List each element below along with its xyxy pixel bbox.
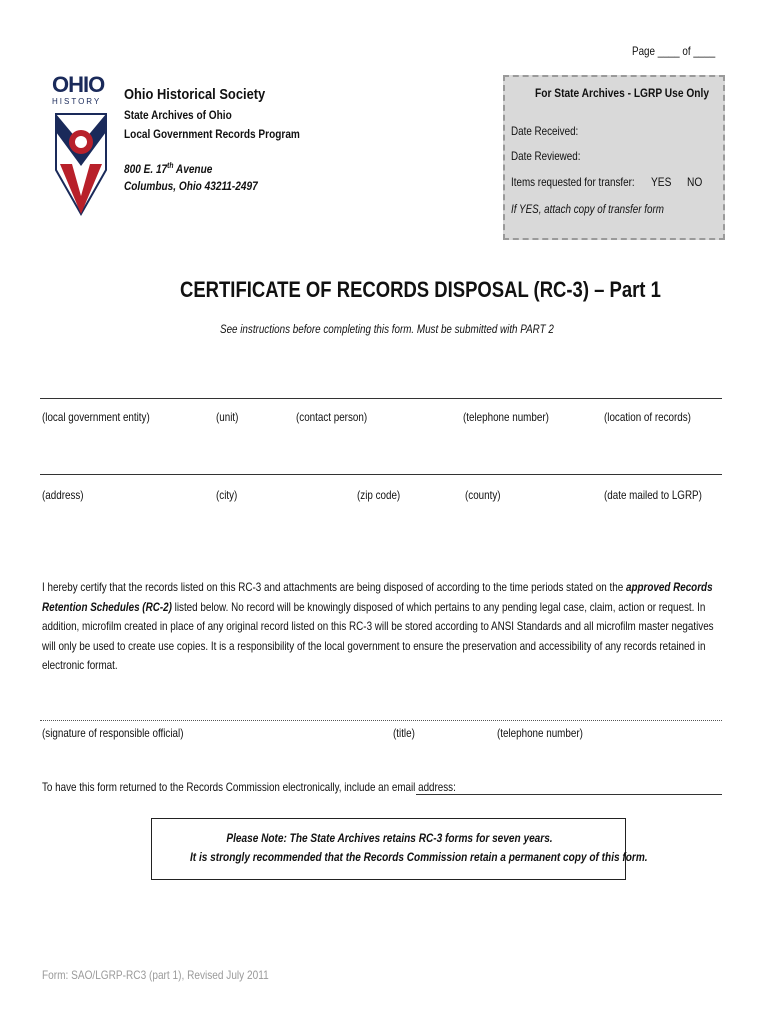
org-name: Ohio Historical Society [124, 86, 266, 103]
page-number-blank[interactable]: ____ [657, 44, 680, 58]
label-signature-telephone: (telephone number) [497, 726, 583, 740]
label-location-of-records: (location of records) [604, 410, 691, 424]
page-indicator [632, 44, 732, 58]
email-prompt: To have this form returned to the Records Commission electronically, include an email address: [42, 780, 456, 794]
label-unit: (unit) [216, 410, 239, 424]
email-field-line[interactable] [416, 794, 722, 795]
page-of-label: of [682, 44, 691, 58]
certification-rc2-emphasis: approved Records Retention Schedules (RC-2) [42, 580, 713, 614]
org-program: Local Government Records Program [124, 127, 300, 141]
items-requested-label: Items requested for transfer: [511, 175, 635, 189]
form-footer: Form: SAO/LGRP-RC3 (part 1), Revised July 2011 [42, 968, 269, 982]
page-label: Page [632, 44, 655, 58]
label-zip-code: (zip code) [357, 488, 401, 502]
date-received-label: Date Received: [511, 124, 579, 138]
label-date-mailed: (date mailed to LGRP) [604, 488, 702, 502]
form-title: CERTIFICATE OF RECORDS DISPOSAL (RC-3) – Part 1 [180, 277, 661, 302]
note-line-2: It is strongly recommended that the Records Commission retain a permanent copy of this form. [190, 850, 648, 864]
ohio-history-logo [52, 74, 112, 214]
archives-box-title: For State Archives - LGRP Use Only [535, 86, 710, 100]
note-line-1: Please Note: The State Archives retains RC-3 forms for seven years. [226, 831, 553, 845]
label-title: (title) [393, 726, 415, 740]
logo-wordmark: OHIO [52, 72, 105, 97]
certification-paragraph [42, 578, 724, 676]
page-total-blank[interactable]: ____ [693, 44, 716, 58]
form-instructions: See instructions before completing this form. Must be submitted with PART 2 [220, 322, 554, 336]
retention-note-box [151, 818, 648, 880]
attach-note: If YES, attach copy of transfer form [511, 202, 664, 216]
street-sup: th [167, 161, 174, 170]
label-local-government-entity: (local government entity) [42, 410, 150, 424]
street-prefix: 800 E. 17 [124, 162, 168, 176]
certification-text-1: I hereby certify that the records listed on this RC-3 and attachments are being disposed of according to the time periods stated on the [42, 580, 626, 594]
date-reviewed-label: Date Reviewed: [511, 149, 581, 163]
row1-field-line[interactable] [40, 398, 722, 399]
label-city: (city) [216, 488, 238, 502]
label-contact-person: (contact person) [296, 410, 368, 424]
yes-option[interactable]: YES [651, 175, 672, 189]
logo-subword: HISTORY [52, 97, 102, 106]
street-suffix: Avenue [173, 162, 213, 176]
label-county: (county) [465, 488, 501, 502]
signature-field-line[interactable] [40, 720, 722, 721]
certification-text-2: listed below. No record will be knowingly disposed of which pertains to any pending legal case, claim, action or request. In addition, microfilm created in place of any original record listed on this RC-3 will be stored according to ANSI Standards and all microfilm master negatives will only be used to create use copies. It is a responsibility of the local government to ensure the preservation and accessibility of any records retained in electronic format. [42, 599, 714, 672]
archives-use-box [503, 75, 725, 240]
no-option[interactable]: NO [687, 175, 703, 189]
label-telephone-number: (telephone number) [463, 410, 549, 424]
label-signature: (signature of responsible official) [42, 726, 184, 740]
org-city: Columbus, Ohio 43211-2497 [124, 179, 258, 193]
org-dept: State Archives of Ohio [124, 108, 232, 122]
label-address: (address) [42, 488, 84, 502]
org-street [124, 161, 212, 176]
ohio-emblem-icon [52, 110, 110, 218]
row2-field-line[interactable] [40, 474, 722, 475]
